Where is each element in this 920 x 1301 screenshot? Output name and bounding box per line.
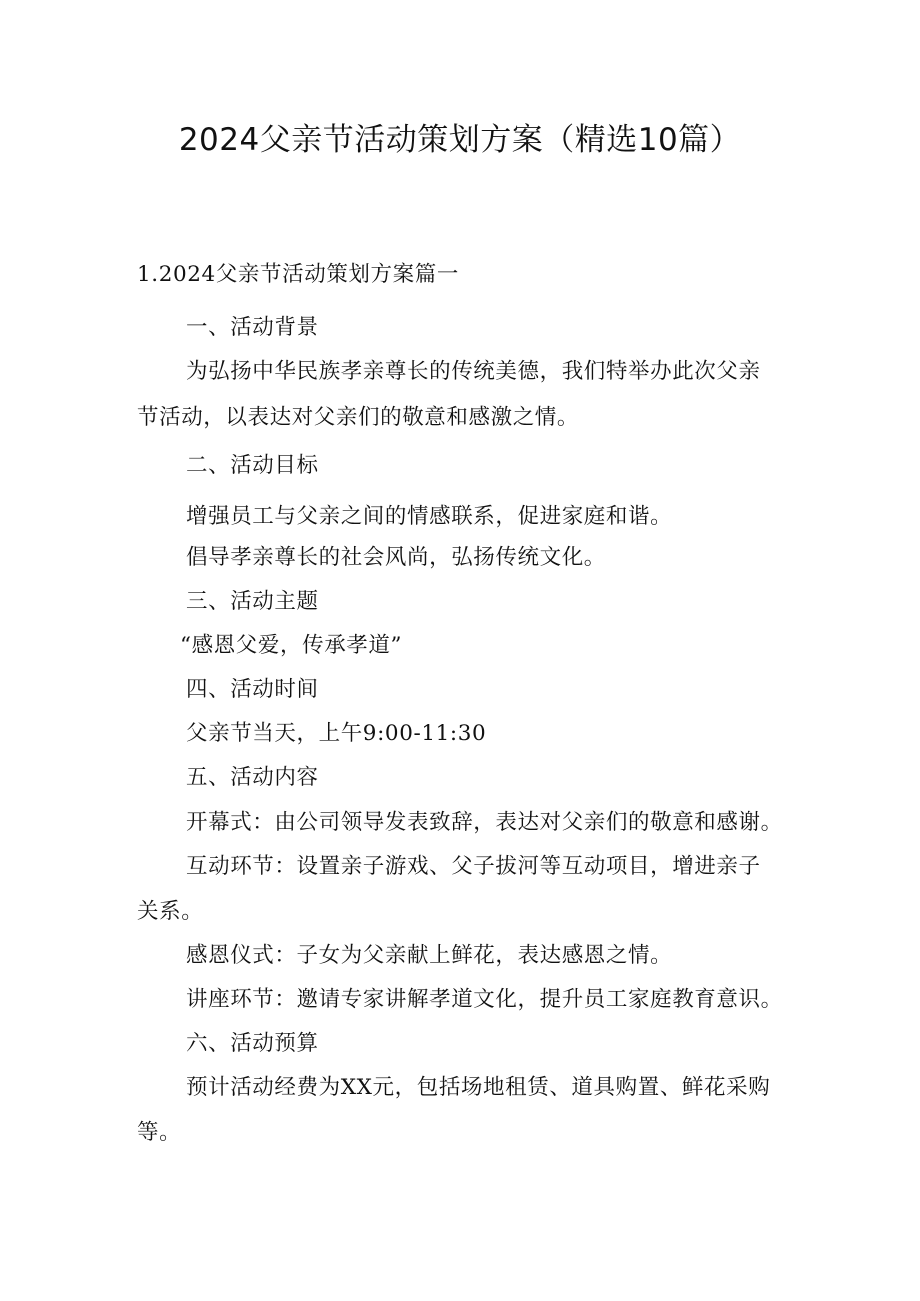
goals-item-2: 倡导孝亲尊长的社会风尚，弘扬传统文化。	[186, 545, 606, 570]
content-opening: 开幕式：由公司领导发表致辞，表达对父亲们的敬意和感谢。	[186, 810, 783, 835]
content-heading: 五、活动内容	[186, 765, 319, 790]
document-title: 2024父亲节活动策划方案（精选10篇）	[178, 122, 742, 158]
time-text: 父亲节当天，上午9:00-11:30	[186, 721, 487, 746]
theme-heading: 三、活动主题	[186, 589, 319, 614]
content-interaction-line-2: 关系。	[137, 899, 204, 924]
background-paragraph-line-2: 节活动，以表达对父亲们的敬意和感激之情。	[137, 405, 580, 430]
budget-heading: 六、活动预算	[186, 1031, 319, 1056]
budget-line-2: 等。	[137, 1120, 182, 1145]
theme-text: “感恩父爱，传承孝道”	[180, 633, 403, 658]
time-heading: 四、活动时间	[186, 677, 319, 702]
goals-heading: 二、活动目标	[186, 453, 319, 478]
content-ceremony: 感恩仪式：子女为父亲献上鲜花，表达感恩之情。	[186, 943, 673, 968]
content-interaction-line-1: 互动环节：设置亲子游戏、父子拔河等互动项目，增进亲子	[186, 854, 761, 879]
section-heading: 1.2024父亲节活动策划方案篇一	[137, 262, 459, 287]
content-lecture: 讲座环节：邀请专家讲解孝道文化，提升员工家庭教育意识。	[186, 987, 783, 1012]
goals-item-1: 增强员工与父亲之间的情感联系，促进家庭和谐。	[186, 504, 673, 529]
budget-line-1: 预计活动经费为XX元，包括场地租赁、道具购置、鲜花采购	[186, 1075, 771, 1100]
background-heading: 一、活动背景	[186, 315, 319, 340]
background-paragraph-line-1: 为弘扬中华民族孝亲尊长的传统美德，我们特举办此次父亲	[186, 359, 761, 384]
